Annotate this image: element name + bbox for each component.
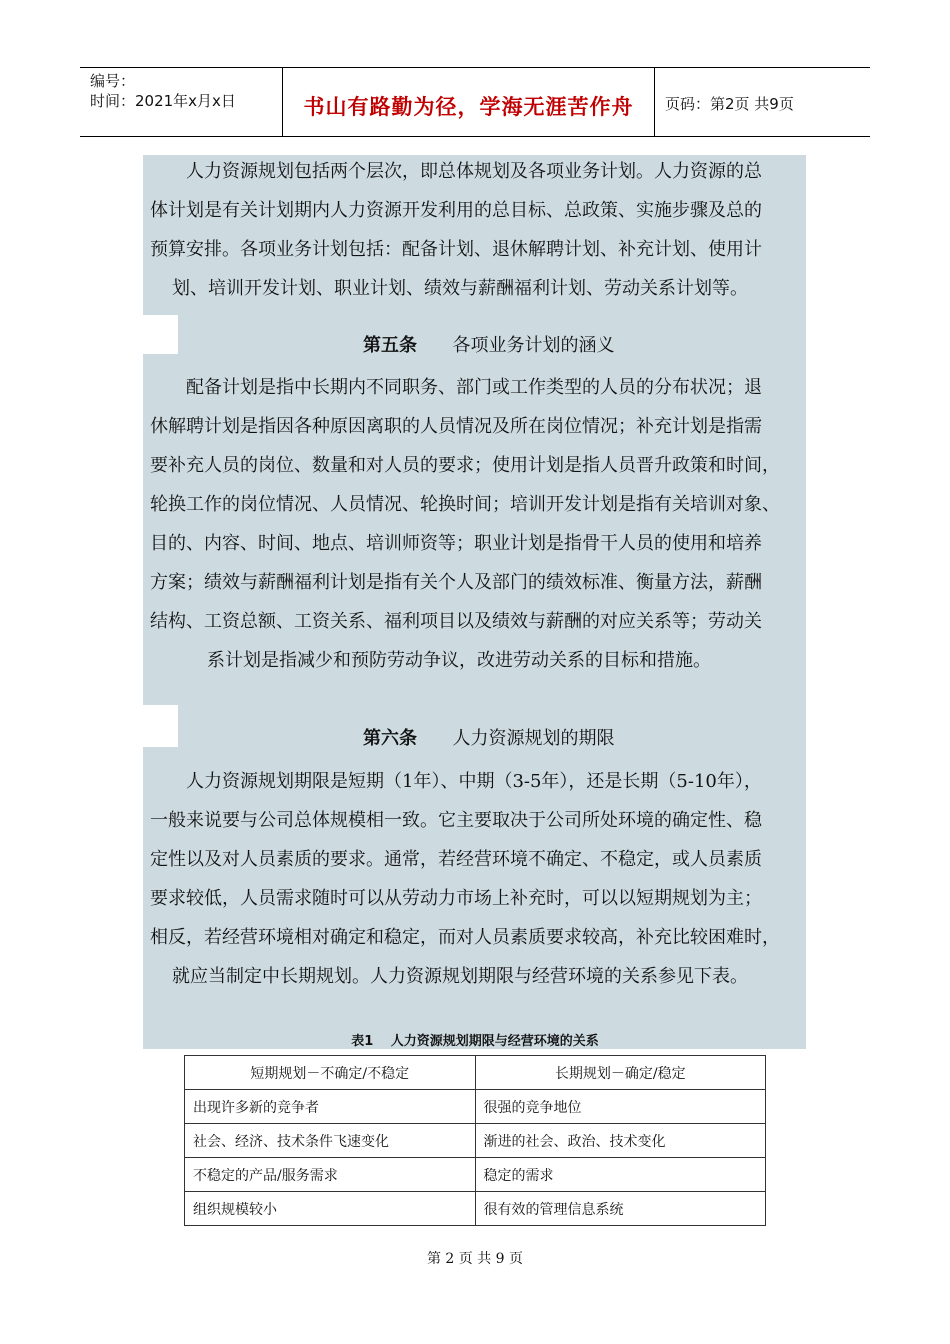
paragraph-levels <box>150 152 800 308</box>
table-cell: 很强的竞争地位 <box>475 1090 766 1124</box>
table-row <box>185 1158 766 1192</box>
header-meta-cell <box>80 68 283 136</box>
page-counter: 页码：第2页 共9页 <box>665 95 794 113</box>
text-line: 要补充人员的岗位、数量和对人员的要求；使用计划是指人员晋升政策和时间， <box>150 455 780 476</box>
table-cell: 出现许多新的竞争者 <box>185 1090 476 1124</box>
table-cell: 组织规模较小 <box>185 1192 476 1226</box>
text-line: 就应当制定中长期规划。人力资源规划期限与经营环境的关系参见下表。 <box>172 966 748 987</box>
text-line: 人力资源规划期限是短期（1年）、中期（3-5年），还是长期（5-10年）， <box>150 771 762 792</box>
page-footer: 第 2 页 共 9 页 <box>426 1251 524 1267</box>
article-6-number: 第六条 <box>363 728 417 749</box>
column-header-short-term: 短期规划－不确定/不稳定 <box>185 1056 476 1090</box>
table-cell: 社会、经济、技术条件飞速变化 <box>185 1124 476 1158</box>
text-line: 轮换工作的岗位情况、人员情况、轮换时间；培训开发计划是指有关培训对象、 <box>150 494 780 515</box>
text-line: 系计划是指减少和预防劳动争议，改进劳动关系的目标和措施。 <box>207 650 711 671</box>
table-cell: 渐进的社会、政治、技术变化 <box>475 1124 766 1158</box>
article-5-heading <box>363 326 614 365</box>
period-environment-table <box>184 1055 766 1226</box>
header-motto-cell <box>283 68 655 136</box>
text-line: 要求较低，人员需求随时可以从劳动力市场上补充时，可以以短期规划为主； <box>150 888 762 909</box>
table-cell: 很有效的管理信息系统 <box>475 1192 766 1226</box>
table-cell: 稳定的需求 <box>475 1158 766 1192</box>
table-row <box>185 1124 766 1158</box>
table-row <box>185 1090 766 1124</box>
article-5-number: 第五条 <box>363 335 417 356</box>
column-header-long-term: 长期规划－确定/稳定 <box>475 1056 766 1090</box>
table-row <box>185 1192 766 1226</box>
header-page-cell <box>655 68 870 136</box>
text-line: 预算安排。各项业务计划包括：配备计划、退休解聘计划、补充计划、使用计 <box>150 239 762 260</box>
text-line: 划、培训开发计划、职业计划、绩效与薪酬福利计划、劳动关系计划等。 <box>172 278 748 299</box>
paragraph-plan-period <box>150 762 800 996</box>
table-cell: 不稳定的产品/服务需求 <box>185 1158 476 1192</box>
text-line: 方案；绩效与薪酬福利计划是指有关个人及部门的绩效标准、衡量方法，薪酬 <box>150 572 762 593</box>
text-line: 定性以及对人员素质的要求。通常，若经营环境不确定、不稳定，或人员素质 <box>150 849 762 870</box>
text-line: 体计划是有关计划期内人力资源开发利用的总目标、总政策、实施步骤及总的 <box>150 200 762 221</box>
page-header <box>80 67 870 137</box>
table-caption: 表1 人力资源规划期限与经营环境的关系 <box>351 1034 599 1049</box>
text-line: 休解聘计划是指因各种原因离职的人员情况及所在岗位情况；补充计划是指需 <box>150 416 762 437</box>
time-label: 时间：2021年x月x日 <box>90 92 236 110</box>
text-line: 配备计划是指中长期内不同职务、部门或工作类型的人员的分布状况；退 <box>150 377 762 398</box>
text-line: 相反，若经营环境相对确定和稳定，而对人员素质要求较高，补充比较困难时， <box>150 927 780 948</box>
serial-label: 编号： <box>90 72 136 90</box>
paragraph-plan-meanings <box>150 368 800 680</box>
text-line: 目的、内容、时间、地点、培训师资等；职业计划是指骨干人员的使用和培养 <box>150 533 762 554</box>
text-line: 一般来说要与公司总体规模相一致。它主要取决于公司所处环境的确定性、稳 <box>150 810 762 831</box>
article-6-heading <box>363 719 614 758</box>
article-6-title: 人力资源规划的期限 <box>452 728 615 749</box>
text-line: 人力资源规划包括两个层次，即总体规划及各项业务计划。人力资源的总 <box>150 161 762 182</box>
motto: 书山有路勤为径，学海无涯苦作舟 <box>303 95 634 119</box>
text-line: 结构、工资总额、工资关系、福利项目以及绩效与薪酬的对应关系等；劳动关 <box>150 611 762 632</box>
table-header-row <box>185 1056 766 1090</box>
article-5-title: 各项业务计划的涵义 <box>452 335 615 356</box>
